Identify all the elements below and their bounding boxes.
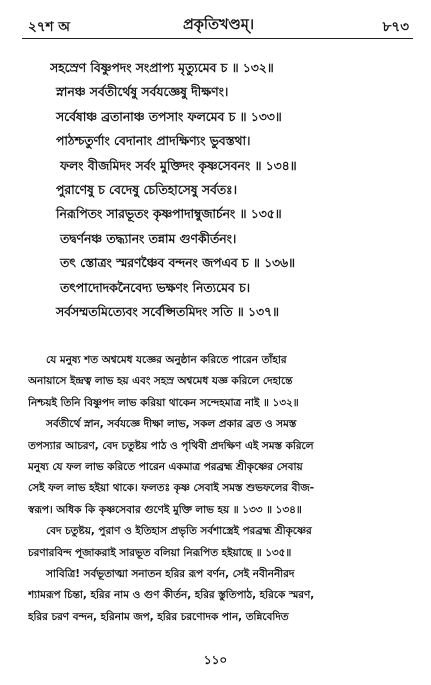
verse-line: পুরাণেষু চ বেদেষু চেতিহাসেষু সর্বতঃ।: [56, 182, 237, 197]
book-title: প্রকৃতিখণ্ডম্।: [182, 17, 255, 33]
verse-line: সর্বসম্মতমিত্যেবং সর্বেপ্সিতমিদং সতি ॥ ১৩৭॥: [56, 304, 279, 319]
verse-line: তৎ স্তোত্রং স্মরণঞ্চৈব বন্দনং জপএব চ ॥ ১৩৬॥: [60, 256, 296, 271]
page-header: [28, 14, 409, 38]
prose-line: হরির চরণ বন্দন, হরিনাম জপ, হরির চরণোদক পান, তন্নিবেদিত: [28, 610, 289, 623]
page-footer-marker: ১১০: [203, 653, 228, 667]
prose-line: চরণারবিন্দ পূজাকরাই সারভূত বলিয়া নিরূপিত হইয়াছে ॥ ১৩৫॥: [28, 546, 292, 559]
chapter-label: ২৭শ অ: [28, 19, 70, 35]
prose-line: সর্বতীর্থে স্নান, সর্বযজ্ঞে দীক্ষা লাভ, সকল প্রকার ব্রত ও সমস্ত: [46, 418, 297, 431]
header-rule: [22, 38, 413, 39]
bengali-commentary: [28, 350, 412, 628]
prose-line: তপস্যার আচরণ, বেদ চতুষ্টয় পাঠ ও পৃথিবী প্রদক্ষিণ এই সমস্ত করিলে: [28, 439, 314, 452]
verse-line: সর্বেষাঞ্চ ব্রতানাঞ্চ তপসাং ফলমেব চ ॥ ১৩৩॥: [56, 109, 282, 124]
prose-line: বেদ চতুষ্টয়, পুরাণ ও ইতিহাস প্রভৃতি সর্বশাস্ত্রেই পরব্রহ্ম শ্রীকৃষ্ণের: [46, 525, 312, 538]
prose-line: অনায়াসে ইন্দ্রত্ব লাভ হয় এবং সহস্র অশ্বমেধ যজ্ঞ করিলে দেহান্তে: [28, 375, 293, 388]
sanskrit-verses: [50, 56, 410, 324]
prose-line: যে মনুষ্য শত অশ্বমেধ যজ্ঞের অনুষ্ঠান করিতে পারেন তাঁহার: [46, 354, 287, 366]
verse-line: স্নানঞ্চ সর্বতীর্থেষু সর্বযজ্ঞেষু দীক্ষণং।: [56, 85, 229, 100]
prose-line: সাবিত্রি! সর্বভূতাত্মা সনাতন হরির রূপ বর্ণন, সেই নবীননীরদ: [46, 567, 295, 580]
verse-line: তৎপাদোদকনৈবেদ্য ভক্ষণং নিত্যমেব চ।: [60, 280, 251, 295]
verse-line: পাঠশ্চতুর্ণাং বেদানাং প্রাদক্ষিণ্যং ভুবস্তথা।: [56, 134, 251, 149]
page-number: ৮৭৩: [382, 19, 409, 35]
verse-line: সহস্রেণ বিষ্ণুপদং সংপ্রাপ্য মৃত্যুমেব চ ॥ ১৩২॥: [50, 61, 274, 75]
verse-line: তদ্বর্ণনঞ্চ তদ্ধ্যানং তন্নাম গুণকীর্তনং।: [60, 231, 237, 246]
prose-line: মনুষ্য যে ফল লাভ করিতে পারেন একমাত্র পরব্রহ্ম শ্রীকৃষ্ণের সেবায়: [28, 460, 303, 473]
prose-line: স্বরূপ। অধিক কি কৃষ্ণসেবার গুণেই মুক্তি লাভ হয় ॥ ১৩৩ ॥ ১৩৪॥: [28, 503, 302, 516]
prose-line: শ্যামরূপ চিন্তা, হরির নাম ও গুণ কীর্তন, হরির স্তুতিপাঠ, হরিকে স্মরণ,: [28, 589, 315, 602]
verse-line: নিরূপিতং সারভূতং কৃষ্ণপাদাম্বুজার্চনং ॥ ১৩৫॥: [56, 207, 282, 222]
verse-line: ফলং বীজমিদং সর্বং মুক্তিদং কৃষ্ণসেবনং ॥ ১৩৪॥: [60, 158, 297, 173]
prose-line: নিশ্চয়ই তিনি বিষ্ণুপদ লাভ করিয়া থাকেন সন্দেহমাত্র নাই ॥ ১৩২॥: [28, 396, 299, 409]
prose-line: সেই ফল লাভ হইয়া থাকে। ফলতঃ কৃষ্ণ সেবাই সমস্ত শুভফলের বীজ-: [28, 482, 315, 495]
